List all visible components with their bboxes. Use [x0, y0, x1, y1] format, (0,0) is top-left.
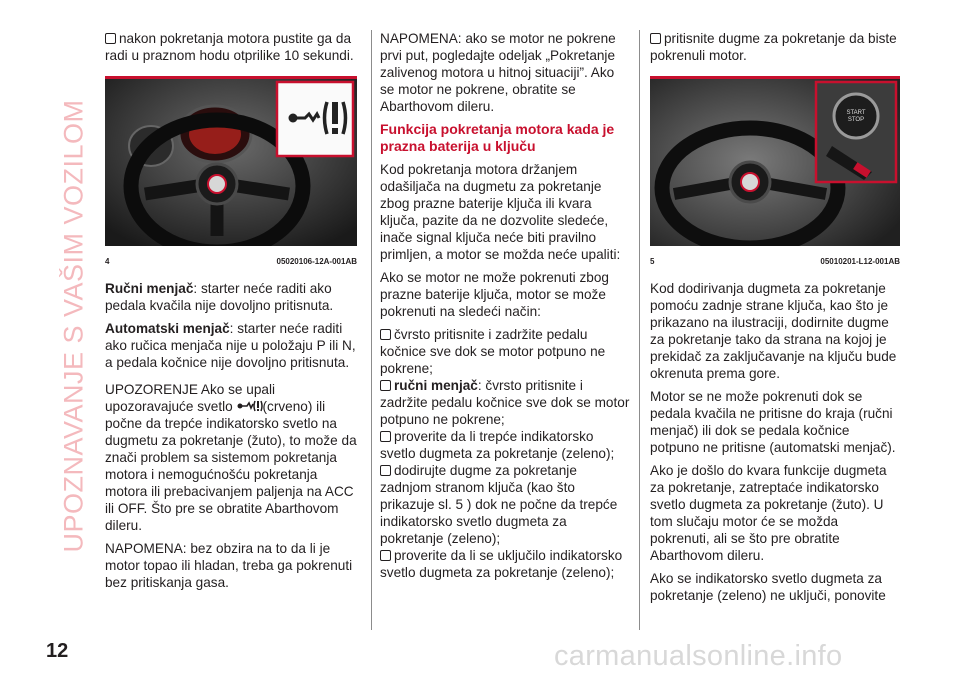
body-paragraph: Ako se indikatorsko svetlo dugmeta za pokretanje (zeleno) ne uključi, ponovite	[650, 571, 886, 603]
svg-text:START: START	[846, 110, 866, 116]
key-warning-inline-icon	[237, 399, 263, 412]
body-paragraph: Motor se ne može pokrenuti dok se pedala kvačila ne pritisne do kraja (ručni menjač) ili dok se pedala kočnice potpuno ne pritisne (automatski menjač).	[650, 389, 896, 455]
checkbox-bullet-icon	[380, 329, 391, 340]
steering-wheel-illustration	[105, 76, 357, 246]
list-item: proverite da li se uključilo indikatorsko svetlo dugmeta za pokretanje (zeleno);	[380, 548, 623, 580]
column-3	[650, 30, 900, 610]
watermark: carmanualsonline.info	[554, 640, 843, 672]
figure-5-caption: 5 05010201-L12-001AB	[650, 257, 900, 266]
list-item: čvrsto pritisnite i zadržite pedalu kočnice sve dok se motor potpuno ne pokrene;	[380, 327, 606, 376]
column-divider-2	[639, 30, 640, 630]
note-paragraph: NAPOMENA: bez obzira na to da li je motor topao ili hladan, treba ga pokrenuti bez pritiskanja gasa.	[105, 541, 353, 590]
body-paragraph: Ako se motor ne može pokrenuti zbog prazne baterije ključa, motor se može pokrenuti na sledeći način:	[380, 270, 609, 319]
checkbox-bullet-icon	[380, 465, 391, 476]
column-divider-1	[371, 30, 372, 630]
column-2	[380, 30, 630, 581]
checkbox-bullet-icon	[105, 33, 116, 44]
body-paragraph: Kod dodirivanja dugmeta za pokretanje pomoću zadnje strane ključa, kao što je prikazano na ilustraciji, dodirnite dugme za pokretanje tako da strana na kojoj je prekidač za zaključavanje na ključu bude okrenuta prema gore.	[650, 281, 897, 381]
list-item: proverite da li trepće indikatorsko svetlo dugmeta za pokretanje (zeleno);	[380, 429, 615, 461]
warning-paragraph: UPOZORENJE Ako se upali upozoravajuće svetlo (crveno) ili počne da trepće indikatorsko svetlo na dugmetu za pokretanje (žuto), to može da znači problem sa sistemom pokretanja motora i nemogućnošću pokretanja motora ili prebacivanjem paljenja na ACC ili OFF. Što pre se obratite Abarthovom dileru.	[105, 382, 357, 533]
note-paragraph: NAPOMENA: ako se motor ne pokrene prvi put, pogledajte odeljak „Pokretanje zalivenog motora u hitnoj situaciji”. Ako se motor ne pokrene, obratite se Abarthovom dileru.	[380, 31, 616, 114]
side-section-title: UPOZNAVANJE S VAŠIM VOZILOM	[58, 99, 89, 553]
column-1	[105, 30, 357, 597]
checkbox-bullet-icon	[380, 431, 391, 442]
intro-bullet-paragraph: pritisnite dugme za pokretanje da biste pokrenuli motor.	[650, 31, 897, 63]
figure-4-caption: 4 05020106-12A-001AB	[105, 257, 357, 266]
page-number: 12	[46, 640, 69, 662]
intro-bullet-paragraph: nakon pokretanja motora pustite ga da radi u praznom hodu otprilike 10 sekundi.	[105, 31, 354, 63]
checkbox-bullet-icon	[650, 33, 661, 44]
manual-transmission-paragraph: Ručni menjač: starter neće raditi ako pedala kvačila nije dovoljno pritisnuta.	[105, 281, 334, 313]
checkbox-bullet-icon	[380, 550, 391, 561]
start-button-illustration	[650, 76, 900, 246]
list-item: dodirujte dugme za pokretanje zadnjom stranom ključa (kao što prikazuje sl. 5 ) dok ne počne da trepće indikatorsko svetlo dugmeta za pokretanje (zeleno);	[380, 463, 618, 546]
figure-5	[650, 76, 900, 270]
svg-text:STOP: STOP	[847, 117, 865, 123]
body-paragraph: Ako je došlo do kvara funkcije dugmeta za pokretanje, zatreptaće indikatorsko svetlo dugmeta za pokretanje (žuto). U tom slučaju motor će se možda pokrenuti, ali se što pre obratite Abarthovom dileru.	[650, 463, 887, 563]
body-paragraph: Kod pokretanja motora držanjem odašiljača na dugmetu za pokretanje zbog prazne baterije ključa ili kvara ključa, pazite da ne dozvolite sledeće, inače signal ključa neće biti pravilno primljen, a motor se možda neće upaliti:	[380, 162, 621, 262]
checkbox-bullet-icon	[380, 380, 391, 391]
list-item: ručni menjač: čvrsto pritisnite i zadržite pedalu kočnice sve dok se motor potpuno ne pokrene;	[380, 378, 630, 427]
figure-4	[105, 76, 357, 270]
section-subheading: Funkcija pokretanja motora kada je prazna baterija u ključu	[380, 121, 615, 154]
automatic-transmission-paragraph: Automatski menjač: starter neće raditi ako ručica menjača nije u položaju P ili N, a pedala kočnice nije dovoljno pritisnuta.	[105, 321, 356, 370]
